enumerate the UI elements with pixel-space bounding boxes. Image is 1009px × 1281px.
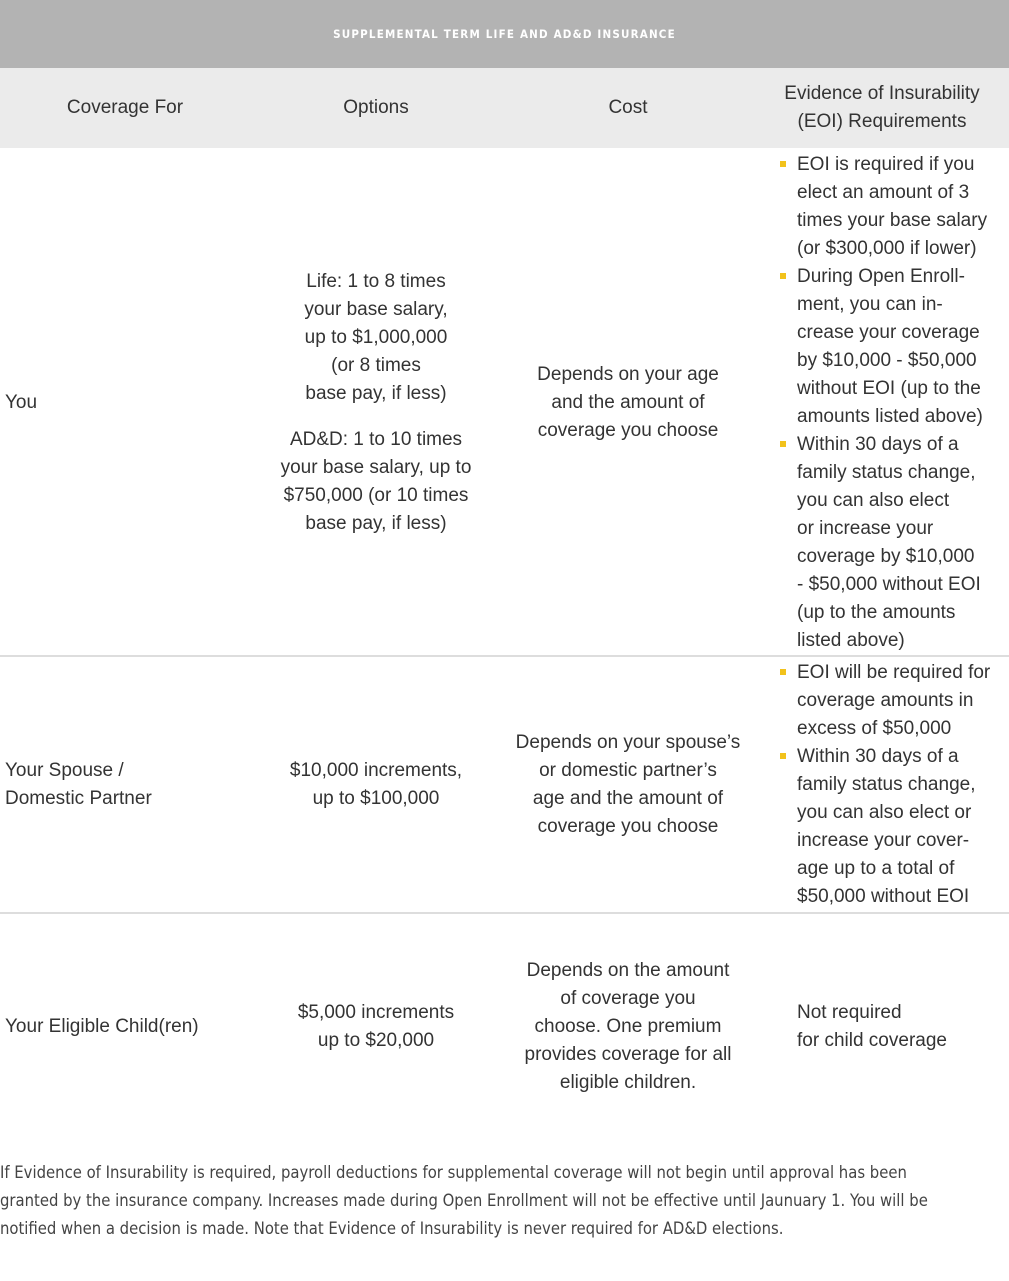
header-cost: Cost (608, 97, 648, 118)
eoi-list (777, 659, 990, 911)
coverage-for-cell: Your Spouse / Domestic Partner (5, 759, 152, 809)
eoi-list-item: EOI will be required for coverage amounts in excess of $50,000 (777, 659, 990, 743)
eoi-cell (777, 150, 1007, 655)
footnote: If Evidence of Insurability is required, payroll deductions for supplemental coverage will not begin until approval has been granted by the insurance company. Increases made during Open Enrollment will not be effective until Jaunuary 1. You will be notified when a decision is made. Note that Evidence of Insurability is never required for AD&D elections. (0, 1163, 928, 1238)
coverage-for-cell: Your Eligible Child(ren) (5, 1015, 199, 1037)
bullet-icon (780, 161, 786, 167)
bullet-icon (780, 273, 786, 279)
eoi-cell (777, 657, 1007, 912)
cost-cell: Depends on your spouse’s or domestic partner’s age and the amount of coverage you choose (515, 731, 741, 837)
options-cell: $5,000 increments up to $20,000 (297, 1001, 455, 1051)
cost-cell: Depends on the amount of coverage you choose. One premium provides coverage for all eligible children. (524, 959, 732, 1093)
header-coverage-for: Coverage For (66, 97, 184, 118)
bullet-icon (780, 441, 786, 447)
header-eoi-requirements: Evidence of Insurability (EOI) Requirements (784, 83, 980, 132)
eoi-list (777, 151, 987, 655)
table-row-children (0, 914, 1009, 1139)
table-row-you (0, 150, 1009, 655)
table-title-bar (0, 0, 1009, 68)
add-option-text: AD&D: 1 to 10 times your base salary, up to $750,000 (or 10 times base pay, if less) (280, 428, 472, 534)
eoi-list-item: EOI is required if you elect an amount of 3 times your base salary (or $300,000 if lower) (777, 151, 987, 263)
cost-cell: Depends on your age and the amount of coverage you choose (537, 363, 719, 441)
life-option-text: Life: 1 to 8 times your base salary, up to $1,000,000 (or 8 times base pay, if less) (304, 270, 448, 404)
coverage-for-cell: You (5, 391, 38, 413)
bullet-icon (780, 669, 786, 675)
eoi-list-item: Within 30 days of a family status change, you can also elect or increase your cover- age up to a total of $50,000 without EOI (777, 743, 990, 911)
bullet-icon (780, 753, 786, 759)
options-cell: $10,000 increments, up to $100,000 (289, 759, 463, 809)
table-title: SUPPLEMENTAL TERM LIFE AND AD&D INSURANCE (333, 27, 676, 41)
table-header-row (0, 68, 1009, 148)
header-options: Options (343, 97, 409, 118)
table-row-spouse (0, 657, 1009, 912)
options-cell (260, 150, 492, 655)
eoi-cell: Not required for child coverage (797, 1001, 947, 1051)
eoi-list-item: During Open Enroll- ment, you can in- crease your coverage by $10,000 - $50,000 without EOI (up to the amounts listed above) (777, 263, 987, 431)
eoi-list-item: Within 30 days of a family status change, you can also elect or increase your coverage by $10,000 - $50,000 without EOI (up to the amounts listed above) (777, 431, 987, 655)
